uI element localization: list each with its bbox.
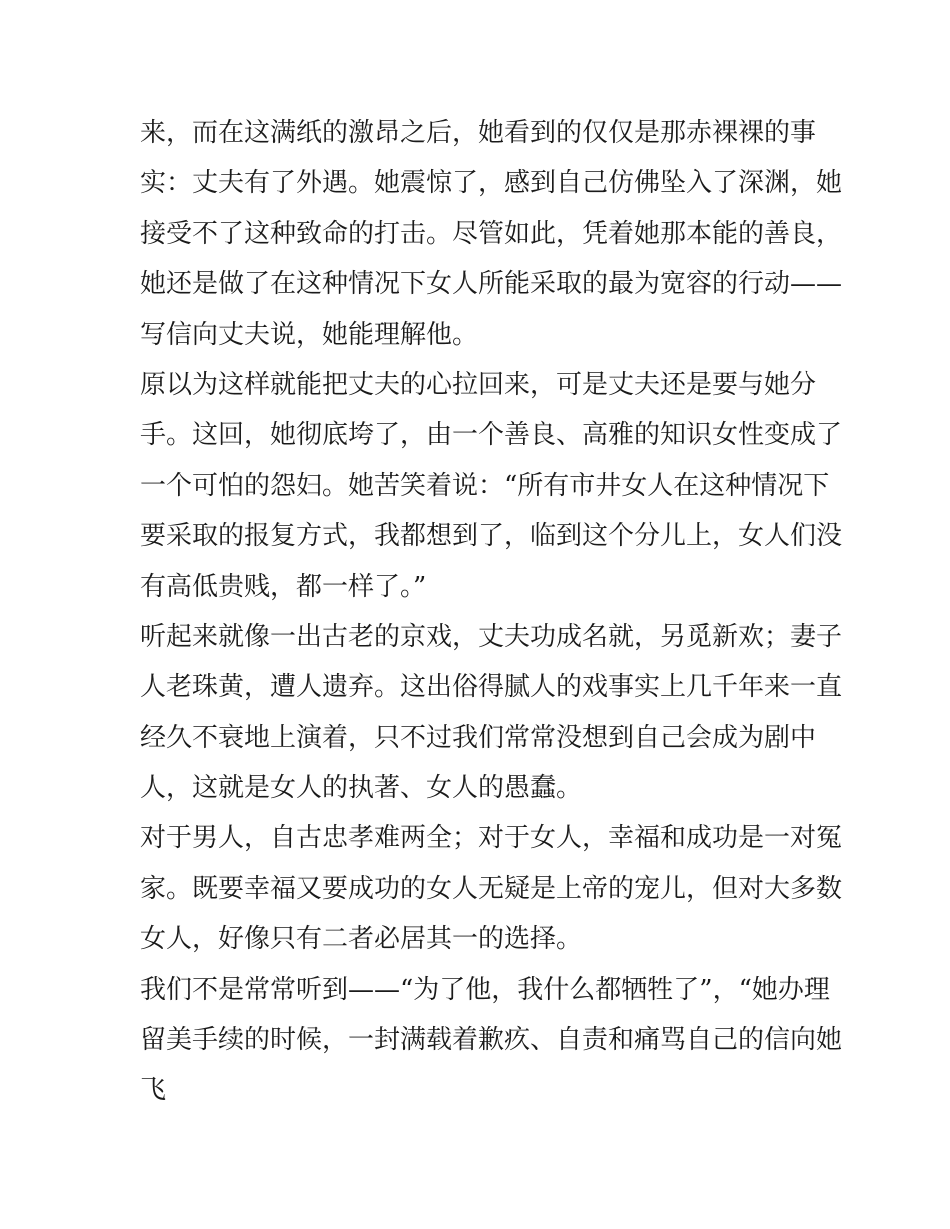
text-line: 要采取的报复方式，我都想到了，临到这个分儿上，女人们没 — [140, 521, 843, 552]
text-line: 留美手续的时候，一封满载着歉疚、自责和痛骂自己的信向她 — [140, 1025, 843, 1056]
text-line: 来，而在这满纸的激昂之后，她看到的仅仅是那赤裸裸的事 — [140, 118, 817, 148]
text-line: 我们不是常常听到——“为了他，我什么都牺牲了”，“她办理 — [140, 974, 830, 1005]
text-line: 女人，好像只有二者必居其一的选择。 — [140, 924, 583, 955]
text-line: 原以为这样就能把丈夫的心拉回来，可是丈夫还是要与她分 — [140, 369, 817, 400]
text-line: 她还是做了在这种情况下女人所能采取的最为宽容的行动—— — [140, 269, 843, 300]
text-line: 人老珠黄，遭人遗弃。这出俗得腻人的戏事实上几千年来一直 — [140, 672, 843, 703]
text-line: 人，这就是女人的执著、女人的愚蠢。 — [140, 773, 583, 804]
text-line: 家。既要幸福又要成功的女人无疑是上帝的宠儿，但对大多数 — [140, 873, 843, 904]
body-text — [140, 108, 843, 1116]
text-line: 实：丈夫有了外遇。她震惊了，感到自己仿佛坠入了深渊，她 — [140, 168, 843, 199]
text-line: 听起来就像一出古老的京戏，丈夫功成名就，另觅新欢；妻子 — [140, 621, 843, 652]
text-line: 经久不衰地上演着，只不过我们常常没想到自己会成为剧中 — [140, 722, 817, 753]
text-line: 有高低贵贱，都一样了。” — [140, 571, 427, 602]
text-line: 对于男人，自古忠孝难两全；对于女人，幸福和成功是一对冤 — [140, 823, 843, 854]
text-line: 飞 — [140, 1075, 167, 1106]
text-line: 一个可怕的怨妇。她苦笑着说：“所有市井女人在这种情况下 — [140, 470, 830, 501]
text-line: 写信向丈夫说，她能理解他。 — [140, 319, 479, 350]
text-line: 接受不了这种致命的打击。尽管如此，凭着她那本能的善良， — [140, 218, 843, 249]
text-line: 手。这回，她彻底垮了，由一个善良、高雅的知识女性变成了 — [140, 420, 843, 451]
